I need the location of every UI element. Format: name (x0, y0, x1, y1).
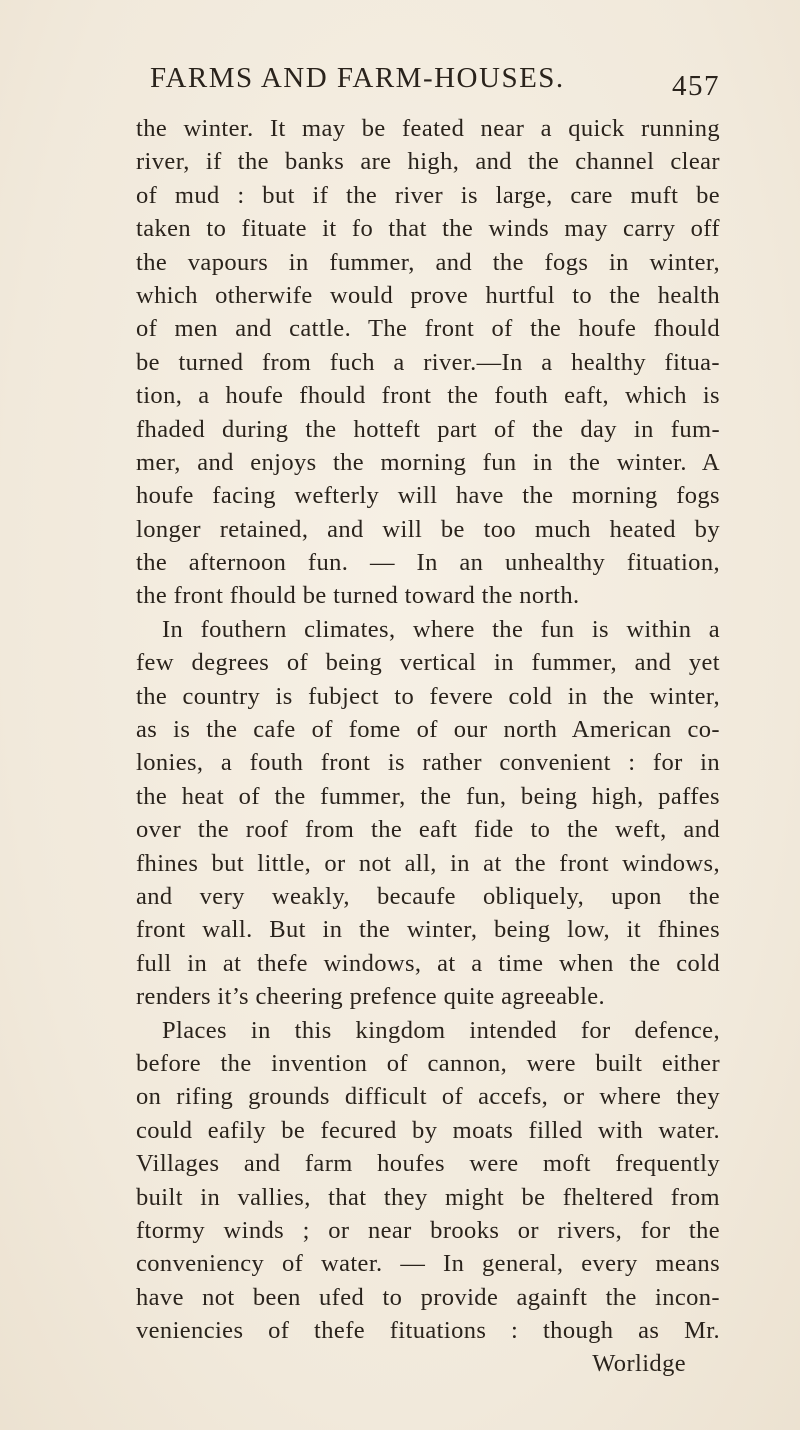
text-line: fhaded during the hotteft part of the day in fum- (136, 415, 720, 443)
running-title: FARMS AND FARM-HOUSES. (150, 62, 565, 94)
text-line: on rifing grounds difficult of accefs, or where they (136, 1083, 720, 1111)
text-line: the front fhould be turned toward the north. (136, 582, 580, 610)
paragraph-start-line: Places in this kingdom intended for defence, (162, 1016, 720, 1044)
text-line: the vapours in fummer, and the fogs in winter, (136, 248, 720, 276)
text-line: over the roof from the eaft fide to the weft, and (136, 816, 720, 844)
text-line: renders it’s cheering prefence quite agreeable. (136, 983, 606, 1011)
text-line: veniencies of thefe fituations : though as Mr. (136, 1317, 720, 1345)
text-line: fhines but little, or not all, in at the front windows, (136, 849, 720, 877)
text-line: full in at thefe windows, at a time when the cold (136, 949, 720, 977)
text-line: be turned from fuch a river.—In a healthy fitua- (136, 348, 720, 376)
paragraph-start-line: In fouthern climates, where the fun is within a (162, 615, 720, 643)
text-line: ftormy winds ; or near brooks or rivers, for the (136, 1216, 720, 1244)
text-line: and very weakly, becaufe obliquely, upon the (136, 882, 720, 910)
text-line: the heat of the fummer, the fun, being high, paffes (136, 782, 720, 810)
text-line: houfe facing wefterly will have the morning fogs (136, 482, 720, 510)
text-line: built in vallies, that they might be fheltered from (136, 1183, 720, 1211)
page-number: 457 (672, 70, 720, 102)
text-line: conveniency of water. — In general, every means (136, 1250, 720, 1278)
running-head (150, 62, 720, 102)
text-line: front wall. But in the winter, being low, it fhines (136, 916, 720, 944)
text-line: mer, and enjoys the morning fun in the winter. A (136, 448, 720, 476)
body-text (136, 112, 720, 1381)
text-line: lonies, a fouth front is rather convenient : for in (136, 749, 720, 777)
text-line: of mud : but if the river is large, care muft be (136, 181, 720, 209)
text-line: longer retained, and will be too much heated by (136, 515, 720, 543)
catchword: Worlidge (592, 1350, 686, 1378)
text-line: the winter. It may be feated near a quick running (136, 115, 720, 142)
text-line: few degrees of being vertical in fummer, and yet (136, 649, 720, 677)
text-line: before the invention of cannon, were built either (136, 1049, 720, 1077)
text-line: the country is fubject to fevere cold in the winter, (136, 682, 720, 710)
text-line: as is the cafe of fome of our north American co- (136, 716, 720, 744)
text-line: river, if the banks are high, and the channel clear (136, 148, 720, 176)
text-line: have not been ufed to provide againft the incon- (136, 1283, 720, 1311)
text-line: taken to fituate it fo that the winds may carry off (136, 215, 720, 243)
text-line: Villages and farm houfes were moft frequently (136, 1150, 720, 1178)
text-line: which otherwife would prove hurtful to the health (136, 281, 720, 309)
text-line: the afternoon fun. — In an unhealthy fituation, (136, 549, 720, 577)
text-line: of men and cattle. The front of the houfe fhould (136, 315, 720, 343)
text-line: could eafily be fecured by moats filled with water. (136, 1116, 720, 1144)
text-line: tion, a houfe fhould front the fouth eaft, which is (136, 382, 720, 410)
